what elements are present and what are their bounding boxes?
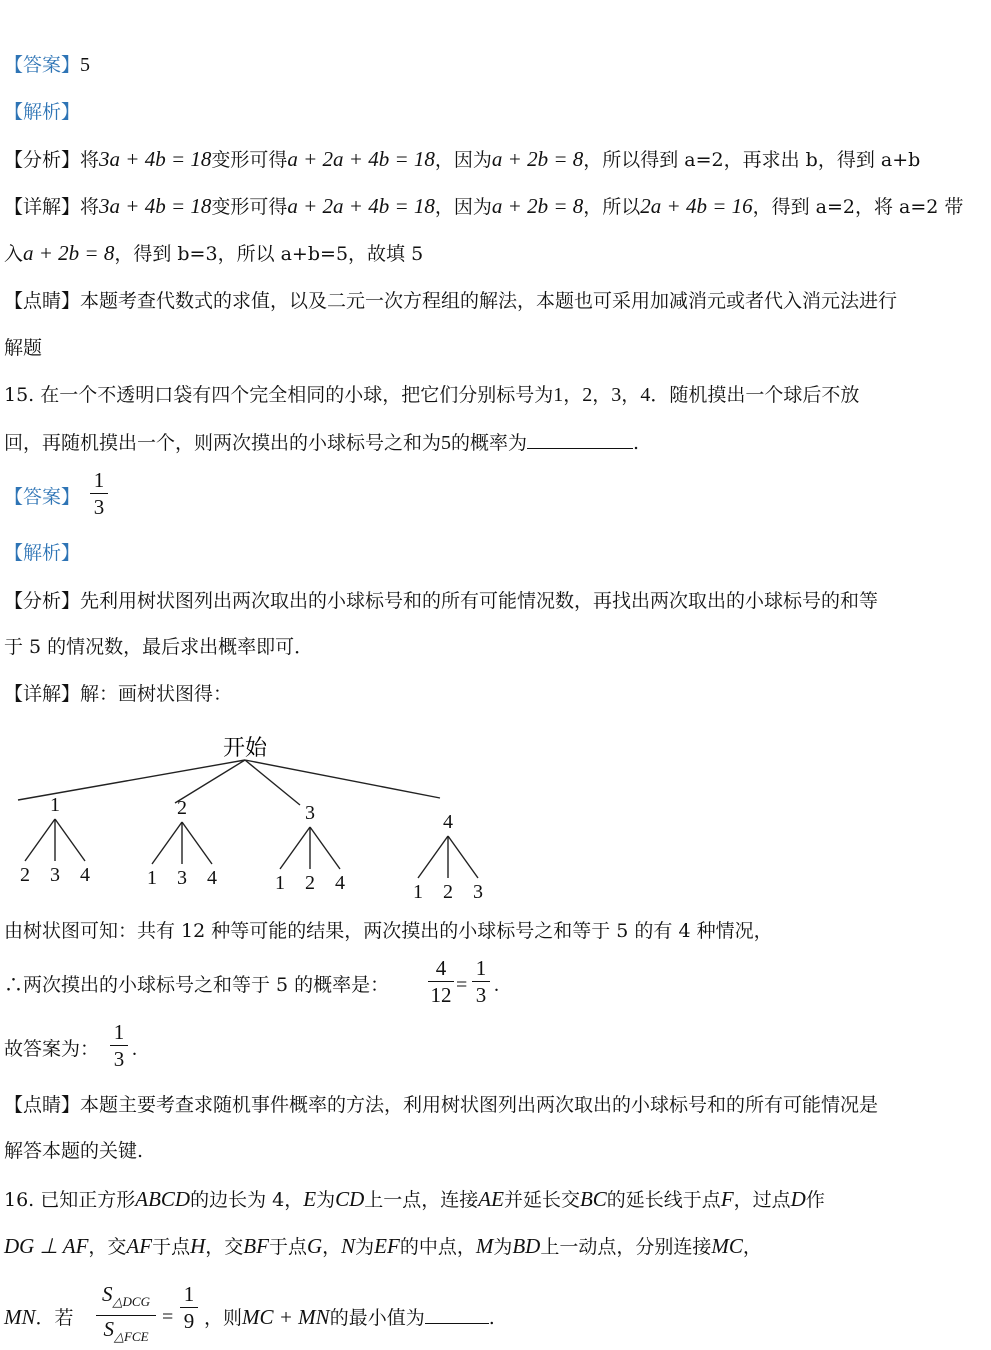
text: 的边长为 4，: [190, 1189, 304, 1211]
prob-fraction-1: [428, 956, 454, 1007]
area-symbol: S: [102, 1282, 113, 1306]
text: 本题主要考查求随机事件概率的方法，利用树状图列出两次取出的小球标号和的所有可能情况是: [80, 1094, 879, 1116]
tree-node-level2: 1: [147, 867, 157, 889]
text: 的延长线于点: [606, 1189, 721, 1211]
denominator: 3: [93, 495, 105, 519]
fenxi-line-q15-2: [4, 634, 313, 660]
math: MN: [4, 1305, 36, 1329]
math: AE: [478, 1187, 504, 1211]
dianjing-line-q15: [4, 1092, 878, 1118]
text: 的中点，: [399, 1236, 476, 1258]
prob-fraction-2: [472, 956, 490, 1007]
text: 解：画树状图得：: [80, 683, 233, 705]
math: M: [475, 1234, 494, 1258]
text: ，所以: [583, 196, 641, 218]
dianjing-tag: 【点睛】: [4, 290, 81, 312]
denominator: 3: [475, 983, 487, 1007]
answer-line-q14: [4, 52, 90, 78]
text: 将: [80, 149, 100, 171]
tree-node-level2: 3: [473, 881, 483, 903]
question-16-tail: [204, 1304, 495, 1331]
tree-node-level2: 1: [275, 872, 285, 894]
number: 3: [611, 384, 622, 406]
equals-sign: =: [162, 1306, 174, 1328]
area-ratio-fraction: [96, 1282, 156, 1349]
tree-edge: [310, 827, 340, 869]
equation: a + 2b = 8: [23, 241, 115, 265]
text: 故答案为：: [4, 1038, 100, 1060]
equals-sign: =: [456, 974, 468, 996]
equation: a + 2b = 8: [491, 147, 584, 171]
analysis-heading-q14: [4, 99, 80, 125]
tree-edge: [55, 819, 85, 861]
text: 为: [355, 1236, 375, 1258]
question-15-stem: 15. 在一个不透明口袋有四个完全相同的小球，把它们分别标号为1，2，3，4．随机摸出一个球后不放: [4, 384, 860, 406]
math: CD: [335, 1187, 365, 1211]
text: 解答本题的关键.: [4, 1140, 144, 1162]
result-line-1: [4, 918, 773, 944]
tree-node-level1: 1: [50, 794, 60, 816]
text: ∴两次摸出的小球标号之和等于 5 的概率是：: [4, 974, 390, 996]
xiangjie-tag: 【详解】: [4, 683, 81, 705]
denominator: 9: [183, 1309, 195, 1333]
tree-node-level2: 3: [50, 864, 60, 886]
numerator: 4: [435, 956, 447, 980]
subscript: △DCG: [112, 1294, 150, 1310]
period: .: [494, 974, 499, 996]
text: 入: [4, 243, 24, 265]
tree-nodes: [20, 794, 483, 903]
text: 为: [316, 1189, 336, 1211]
text: ，所以得到 a=2，再求出 b，得到 a+b: [583, 149, 921, 171]
math: G: [306, 1234, 323, 1258]
tree-edge: [182, 822, 212, 864]
dianjing-line-q15-2: [4, 1138, 143, 1164]
numerator: 1: [183, 1282, 195, 1306]
answer-blank[interactable]: [425, 1305, 489, 1324]
numerator: 1: [475, 956, 487, 980]
numerator: 1: [113, 1020, 125, 1044]
equation: 3a + 4b = 18: [99, 147, 212, 171]
question-16-stem-3: [4, 1304, 74, 1331]
tree-root-label: 开始: [222, 736, 268, 761]
final-fraction: [110, 1020, 128, 1071]
tree-node-level2: 4: [80, 864, 90, 886]
math: BC: [579, 1187, 607, 1211]
tree-node-level2: 1: [413, 881, 423, 903]
math: AF: [126, 1234, 153, 1258]
tree-edge: [25, 819, 55, 861]
math: BF: [243, 1234, 269, 1258]
subscript: △FCE: [113, 1329, 149, 1345]
text: 作: [805, 1189, 825, 1211]
text: 由树状图可知：共有 12 种等可能的结果，两次摸出的小球标号之和等于 5 的有 4 种情况，: [4, 920, 773, 942]
text: .: [633, 432, 640, 454]
answer-blank[interactable]: [527, 430, 633, 449]
number: 1: [553, 384, 564, 406]
equation: 3a + 4b = 18: [99, 194, 212, 218]
text: ．随机摸出一个球后不放: [650, 384, 860, 406]
analysis-heading-q15: [4, 540, 80, 566]
text: 回，再随机摸出一个，则两次摸出的小球标号之和为: [4, 432, 442, 454]
text: ，因为: [434, 149, 492, 171]
text: ，得到 a=2，将 a=2 带: [752, 196, 964, 218]
area-symbol: S: [103, 1317, 114, 1342]
text: 的最小值为: [329, 1307, 425, 1329]
equation: a + 2b = 8: [491, 194, 584, 218]
text: ．若: [35, 1307, 74, 1329]
text: .: [488, 1307, 495, 1329]
answer-line-q15: [4, 484, 80, 510]
text: ，交: [205, 1236, 244, 1258]
question-16-stem-2: [4, 1233, 762, 1260]
period: .: [132, 1038, 137, 1060]
text: ，交: [88, 1236, 127, 1258]
tree-node-level2: 4: [335, 872, 345, 894]
answer-fraction: [90, 468, 108, 519]
equation: a + 2a + 4b = 18: [287, 194, 435, 218]
ratio-value-fraction: [180, 1282, 198, 1333]
text: ，因为: [434, 196, 492, 218]
text: 为: [493, 1236, 513, 1258]
tree-node-level1: 3: [305, 802, 315, 824]
tree-edge: [152, 822, 182, 864]
math: N: [341, 1234, 356, 1258]
xiangjie-line-q14-2: [4, 240, 423, 267]
tree-node-level2: 4: [207, 867, 217, 889]
text: 上一点，连接: [364, 1189, 479, 1211]
dianjing-tag: 【点睛】: [4, 1094, 81, 1116]
question-16-stem: [4, 1186, 825, 1213]
fenxi-line-q14: [4, 146, 920, 173]
number: 5: [441, 432, 452, 454]
tree-node-level1: 2: [177, 797, 187, 819]
math: EF: [374, 1234, 400, 1258]
analysis-tag: 【解析】: [4, 101, 81, 123]
tree-node-level2: 2: [443, 881, 453, 903]
text: 解题: [4, 337, 43, 359]
math: ABCD: [135, 1187, 191, 1211]
xiangjie-line-q14: [4, 193, 963, 220]
answer-tag: 【答案】: [4, 54, 81, 76]
text: 变形可得: [211, 196, 288, 218]
question-15-stem-2: [4, 430, 639, 456]
text: 本题考查代数式的求值，以及二元一次方程组的解法，本题也可采用加减消元或者代入消元法进行: [80, 290, 898, 312]
numerator: 1: [93, 468, 105, 492]
text: 并延长交: [503, 1189, 580, 1211]
final-answer-line: [4, 1036, 99, 1062]
tree-lines: [18, 760, 478, 878]
math: BD: [512, 1234, 541, 1258]
tree-diagram: [0, 725, 520, 905]
text: ，过点: [733, 1189, 791, 1211]
result-line-2: [4, 972, 389, 998]
dianjing-line-q14: [4, 288, 897, 314]
text: 于点: [268, 1236, 307, 1258]
text: ，则: [204, 1307, 243, 1329]
xiangjie-tag: 【详解】: [4, 196, 81, 218]
equation: 2a + 4b = 16: [640, 194, 753, 218]
number: 2: [582, 384, 593, 406]
math: D: [790, 1187, 806, 1211]
tree-edge: [448, 836, 478, 878]
math: F: [720, 1187, 734, 1211]
text: 15. 在一个不透明口袋有四个完全相同的小球，把它们分别标号为: [4, 384, 554, 406]
dianjing-line-q14-2: [4, 335, 42, 361]
tree-edge: [245, 760, 300, 805]
equation: a + 2a + 4b = 18: [287, 147, 435, 171]
fenxi-line-q15: [4, 588, 878, 614]
xiangjie-line-q15: [4, 681, 232, 707]
analysis-tag: 【解析】: [4, 542, 81, 564]
answer-value: 5: [80, 54, 91, 76]
text: 将: [80, 196, 100, 218]
text: ，: [322, 1236, 342, 1258]
text: ，: [742, 1236, 762, 1258]
tree-node-level2: 2: [20, 864, 30, 886]
denominator: 3: [113, 1047, 125, 1071]
text: 于 5 的情况数，最后求出概率即可．: [4, 636, 314, 658]
number: 4: [640, 384, 651, 406]
text: 上一动点，分别连接: [540, 1236, 712, 1258]
text: 的概率为: [451, 432, 528, 454]
math: DG ⊥ AF: [4, 1234, 89, 1258]
fenxi-tag: 【分析】: [4, 590, 81, 612]
text: 于点: [152, 1236, 191, 1258]
fenxi-tag: 【分析】: [4, 149, 81, 171]
math: MC + MN: [242, 1305, 330, 1329]
tree-node-level2: 2: [305, 872, 315, 894]
tree-edge: [418, 836, 448, 878]
text: ，得到 b=3，所以 a+b=5，故填 5: [114, 243, 424, 265]
tree-node-level2: 3: [177, 867, 187, 889]
tree-node-level1: 4: [443, 811, 453, 833]
text: 变形可得: [211, 149, 288, 171]
text: 16. 已知正方形: [4, 1189, 136, 1211]
tree-edge: [280, 827, 310, 869]
math: E: [303, 1187, 317, 1211]
tree-edge: [245, 760, 440, 798]
text: 先利用树状图列出两次取出的小球标号和的所有可能情况数，再找出两次取出的小球标号的和等: [80, 590, 879, 612]
math: MC: [711, 1234, 743, 1258]
denominator: 12: [430, 983, 452, 1007]
answer-tag: 【答案】: [4, 486, 81, 508]
math: H: [190, 1234, 206, 1258]
